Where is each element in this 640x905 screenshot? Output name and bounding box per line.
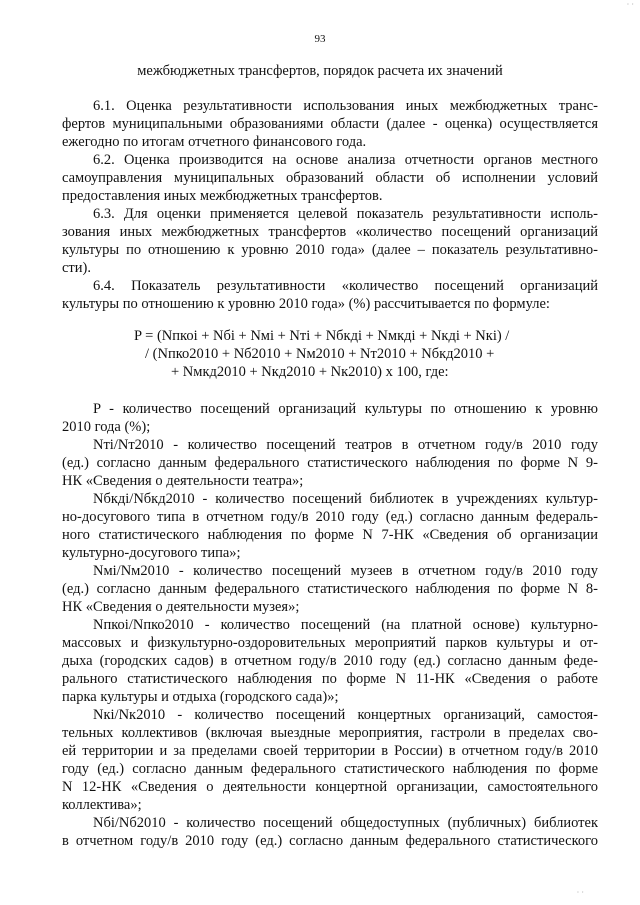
paragraph-line: зования иных межбюджетных трансфертов «количество посещений организаций — [62, 224, 598, 240]
definition-line: P - количество посещений организаций культуры по отношению к уровню — [93, 401, 598, 417]
definition-line: НК «Сведения о деятельности театра»; — [62, 473, 304, 489]
paragraph-line: 6.3. Для оценки применяется целевой показатель результативности исполь- — [93, 206, 598, 222]
paragraph-line: самоуправления муниципальных образований области об исполнении условий — [62, 170, 598, 186]
paragraph-line: 6.1. Оценка результативности использования иных межбюджетных транс- — [93, 98, 598, 114]
definition-line: массовых и физкультурно-оздоровительных мероприятий парков культуры и от- — [62, 635, 598, 651]
definition-line: в отчетном году/в 2010 году (ед.) согласно данным федерального статистического — [62, 833, 598, 849]
paragraph-line: 6.2. Оценка производится на основе анализа отчетности органов местного — [93, 152, 598, 168]
definition-line: коллектива»; — [62, 797, 142, 813]
paragraph-line: предоставления иных межбюджетных трансфертов. — [62, 188, 383, 204]
page-number: 93 — [314, 33, 326, 45]
paragraph-line: культуры по отношению к уровню 2010 года» (%) рассчитывается по формуле: — [62, 296, 550, 312]
definition-line: рального статистического наблюдения по форме N 11-НК «Сведения о работе — [62, 671, 598, 687]
definition-line: ей территории и за пределами своей территории в России) в отчетном году/в 2010 — [62, 743, 598, 759]
definition-line: N 12-НК «Сведения о деятельности концертной организации, самостоятельного — [62, 779, 598, 795]
definition-line: тельных коллективов (включая выездные мероприятия, гастроли в пределах сво- — [62, 725, 598, 741]
paragraph-line: фертов муниципальными образованиями области (далее - оценка) осуществляется — [62, 116, 598, 132]
formula-line: P = (Nпкоі + Nбі + Nмі + Nті + Nбкді + Nмкді + Nкді + Nкі) / — [134, 328, 510, 344]
paragraph-line: 6.4. Показатель результативности «количество посещений организаций — [93, 278, 598, 294]
formula-line: / (Nпко2010 + Nб2010 + Nм2010 + Nт2010 + Nбкд2010 + — [145, 346, 495, 362]
scan-mark-top: · · — [626, 0, 634, 9]
definition-line: Nті/Nт2010 - количество посещений театров в отчетном году/в 2010 году — [93, 437, 598, 453]
definition-line: парка культуры и отдыха (городского сада)»; — [62, 689, 339, 705]
definition-line: (ед.) согласно данным федерального статистического наблюдения по форме N 9- — [62, 455, 598, 471]
definition-line: 2010 года (%); — [62, 419, 151, 435]
definition-line: Nбкді/Nбкд2010 - количество посещений библиотек в учреждениях культур- — [93, 491, 598, 507]
paragraph-line: культуры по отношению к уровню 2010 года» (далее – показатель результативно- — [62, 242, 598, 258]
definition-line: но-досугового типа в отчетном году/в 2010 году (ед.) согласно данным федераль- — [62, 509, 598, 525]
definition-line: ного статистического наблюдения по форме N 7-НК «Сведения об организации — [62, 527, 598, 543]
definition-line: Nпкоі/Nпко2010 - количество посещений (на платной основе) культурно- — [93, 617, 598, 633]
definition-line: году (ед.) согласно данным федерального статистического наблюдения по форме — [62, 761, 598, 777]
scan-mark-bottom: · · — [576, 888, 584, 897]
definition-line: (ед.) согласно данным федерального статистического наблюдения по форме N 8- — [62, 581, 598, 597]
definition-line: НК «Сведения о деятельности музея»; — [62, 599, 300, 615]
definition-line: Nмі/Nм2010 - количество посещений музеев в отчетном году/в 2010 году — [93, 563, 598, 579]
section-heading: межбюджетных трансфертов, порядок расчета их значений — [137, 63, 503, 79]
definition-line: дыха (городских садов) в отчетном году/в 2010 году (ед.) согласно данным феде- — [62, 653, 598, 669]
formula-line: + Nмкд2010 + Nкд2010 + Nк2010) x 100, где: — [171, 364, 449, 380]
definition-line: Nкі/Nк2010 - количество посещений концертных организаций, самостоя- — [93, 707, 598, 723]
paragraph-line: ежегодно по итогам отчетного финансового года. — [62, 134, 367, 150]
definition-line: культурно-досугового типа»; — [62, 545, 241, 561]
paragraph-line: сти). — [62, 260, 91, 276]
definition-line: Nбі/Nб2010 - количество посещений общедоступных (публичных) библиотек — [93, 815, 598, 831]
